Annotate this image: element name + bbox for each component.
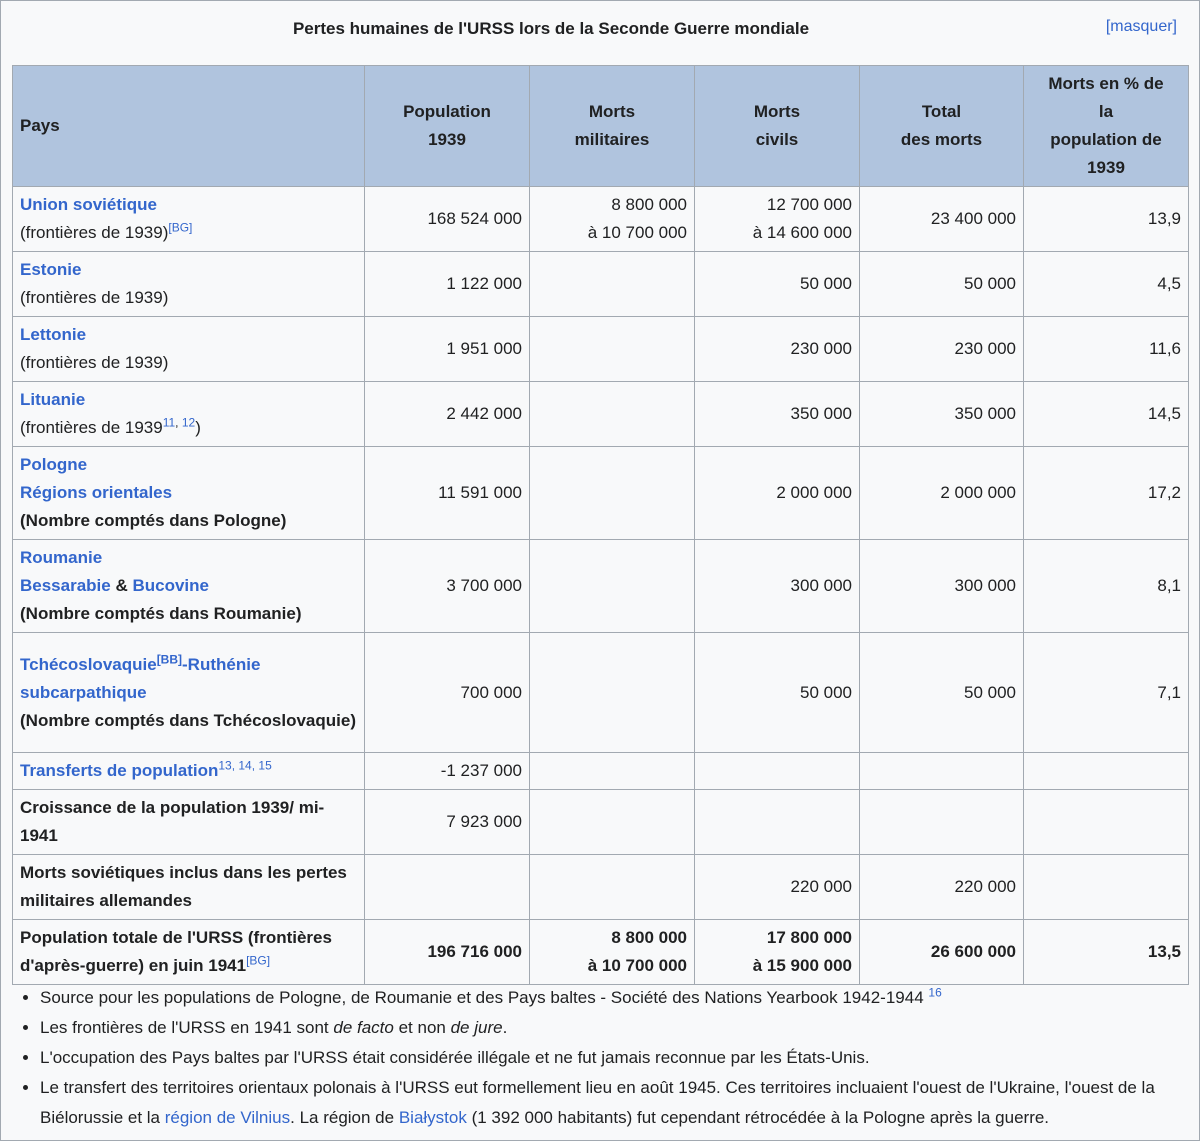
region-link[interactable]: Régions orientales xyxy=(20,483,173,502)
population-cell: 3 700 000 xyxy=(365,540,530,633)
total-deaths-cell: 2 000 000 xyxy=(860,447,1024,540)
row-label: Croissance de la population 1939/ mi-1941 xyxy=(13,790,365,855)
list-item: • L'occupation des Pays baltes par l'URSS était considérée illégale et ne fut jamais reconnue par les États-Unis. xyxy=(40,1043,1200,1073)
civil-deaths-cell: 17 800 000 à 15 900 000 xyxy=(695,920,860,985)
population-cell: 168 524 000 xyxy=(365,187,530,252)
footnote-link[interactable]: 11 xyxy=(162,415,176,430)
footnote-link[interactable]: [BB] xyxy=(156,651,183,666)
country-link[interactable]: Union soviétique xyxy=(20,195,157,214)
civil-deaths-cell: 220 000 xyxy=(695,855,860,920)
col-header-pays: Pays xyxy=(13,66,365,187)
col-header-percent: Morts en % de la population de 1939 xyxy=(1024,66,1189,187)
footnote-link[interactable]: 16 xyxy=(928,985,942,1000)
population-cell xyxy=(365,855,530,920)
military-deaths-cell xyxy=(530,753,695,790)
population-cell: 1 122 000 xyxy=(365,252,530,317)
percent-cell: 17,2 xyxy=(1024,447,1189,540)
transfers-link[interactable]: Transferts de population xyxy=(20,761,219,780)
population-cell: 196 716 000 xyxy=(365,920,530,985)
table-row xyxy=(13,855,1189,920)
total-deaths-cell xyxy=(860,753,1024,790)
total-deaths-cell xyxy=(860,790,1024,855)
row-label: Lettonie (frontières de 1939) xyxy=(13,317,365,382)
row-label xyxy=(13,753,365,790)
civil-deaths-cell: 50 000 xyxy=(695,252,860,317)
table-row xyxy=(13,317,1189,382)
military-deaths-cell: 8 800 000 à 10 700 000 xyxy=(530,187,695,252)
total-deaths-cell: 26 600 000 xyxy=(860,920,1024,985)
row-label: Roumanie Bessarabie & Bucovine (Nombre comptés dans Roumanie) xyxy=(13,540,365,633)
civil-deaths-cell: 2 000 000 xyxy=(695,447,860,540)
population-cell: 7 923 000 xyxy=(365,790,530,855)
civil-deaths-cell: 50 000 xyxy=(695,633,860,753)
percent-cell xyxy=(1024,855,1189,920)
row-label: Lituanie (frontières de 1939$^{11, 12}$) xyxy=(13,382,365,447)
civil-deaths-cell: 12 700 000 à 14 600 000 xyxy=(695,187,860,252)
col-header-population: Population 1939 xyxy=(365,66,530,187)
military-deaths-cell xyxy=(530,855,695,920)
total-deaths-cell: 50 000 xyxy=(860,633,1024,753)
table-row xyxy=(13,540,1189,633)
table-row xyxy=(13,790,1189,855)
country-link[interactable]: Lettonie xyxy=(20,325,87,344)
civil-deaths-cell xyxy=(695,753,860,790)
footnote-link[interactable]: [BG] xyxy=(168,220,193,235)
table-row xyxy=(13,633,1189,753)
row-label: Tchécoslovaquie[BB]-Ruthénie subcarpathique (Nombre comptés dans Tchécoslovaquie) xyxy=(13,633,365,753)
civil-deaths-cell: 350 000 xyxy=(695,382,860,447)
population-cell: 700 000 xyxy=(365,633,530,753)
country-link[interactable]: Estonie xyxy=(20,260,82,279)
military-deaths-cell xyxy=(530,382,695,447)
footnote-link[interactable]: [BG] xyxy=(246,953,271,968)
list-item: • Le transfert des territoires orientaux polonais à l'URSS eut formellement lieu en août 1945. Ces territoires incluaient l'ouest de l'Ukraine, l'ouest de la Biélorussie et la région de Vilnius. La région de Białystok (1 392 000 habitants) fut cependant rétrocédée à la Pologne après la guerre. xyxy=(40,1073,1200,1133)
population-cell: 11 591 000 xyxy=(365,447,530,540)
row-label: Morts soviétiques inclus dans les pertes militaires allemandes xyxy=(13,855,365,920)
military-deaths-cell xyxy=(530,633,695,753)
region-link[interactable]: Bucovine xyxy=(132,576,209,595)
country-link[interactable]: Pologne xyxy=(20,455,88,474)
row-label: Union soviétique (frontières de 1939)[BG] xyxy=(13,187,365,252)
row-label: Population totale de l'URSS (frontières d'après-guerre) en juin 1941[BG] xyxy=(13,920,365,985)
list-item: • Source pour les populations de Pologne, de Roumanie et des Pays baltes - Société des Nations Yearbook 1942-1944 $^{16}$ xyxy=(40,983,1200,1013)
percent-cell: 4,5 xyxy=(1024,252,1189,317)
percent-cell: 11,6 xyxy=(1024,317,1189,382)
total-deaths-cell: 300 000 xyxy=(860,540,1024,633)
civil-deaths-cell: 230 000 xyxy=(695,317,860,382)
military-deaths-cell xyxy=(530,317,695,382)
table-row xyxy=(13,187,1189,252)
table-row xyxy=(13,447,1189,540)
military-deaths-cell: 8 800 000 à 10 700 000 xyxy=(530,920,695,985)
percent-cell: 13,9 xyxy=(1024,187,1189,252)
total-deaths-cell: 220 000 xyxy=(860,855,1024,920)
military-deaths-cell xyxy=(530,790,695,855)
vilnius-region-link[interactable]: région de Vilnius xyxy=(164,1108,291,1127)
table-row-total xyxy=(13,920,1189,985)
col-header-military-deaths: Morts militaires xyxy=(530,66,695,187)
percent-cell xyxy=(1024,790,1189,855)
table-row xyxy=(13,252,1189,317)
table-row xyxy=(13,382,1189,447)
military-deaths-cell xyxy=(530,252,695,317)
header-row xyxy=(13,66,1189,187)
footnote-link[interactable]: 12 xyxy=(181,415,196,430)
region-link[interactable]: -Ruthénie subcarpathique xyxy=(20,654,261,702)
table-row xyxy=(13,753,1189,790)
country-link[interactable]: Lituanie xyxy=(20,390,86,409)
country-link[interactable]: Roumanie xyxy=(20,548,103,567)
percent-cell: 13,5 xyxy=(1024,920,1189,985)
row-label: Pologne Régions orientales (Nombre comptés dans Pologne) xyxy=(13,447,365,540)
percent-cell xyxy=(1024,753,1189,790)
col-header-civil-deaths: Morts civils xyxy=(695,66,860,187)
population-cell: 2 442 000 xyxy=(365,382,530,447)
military-deaths-cell xyxy=(530,540,695,633)
total-deaths-cell: 230 000 xyxy=(860,317,1024,382)
losses-table xyxy=(12,65,1189,985)
table-caption: Pertes humaines de l'URSS lors de la Seconde Guerre mondiale xyxy=(292,19,810,38)
percent-cell: 8,1 xyxy=(1024,540,1189,633)
notes-list xyxy=(18,983,1200,1133)
percent-cell: 14,5 xyxy=(1024,382,1189,447)
list-item: • Les frontières de l'URSS en 1941 sont de facto et non de jure. xyxy=(40,1013,1200,1043)
region-link[interactable]: Bessarabie xyxy=(20,576,111,595)
total-deaths-cell: 50 000 xyxy=(860,252,1024,317)
hide-toggle-link[interactable]: [masquer] xyxy=(1105,18,1177,35)
military-deaths-cell xyxy=(530,447,695,540)
total-deaths-cell: 23 400 000 xyxy=(860,187,1024,252)
population-cell: 1 951 000 xyxy=(365,317,530,382)
population-cell: -1 237 000 xyxy=(365,753,530,790)
col-header-total-deaths: Total des morts xyxy=(860,66,1024,187)
percent-cell: 7,1 xyxy=(1024,633,1189,753)
country-link[interactable]: Tchécoslovaquie xyxy=(20,654,157,674)
civil-deaths-cell xyxy=(695,790,860,855)
civil-deaths-cell: 300 000 xyxy=(695,540,860,633)
row-label: Estonie (frontières de 1939) xyxy=(13,252,365,317)
total-deaths-cell: 350 000 xyxy=(860,382,1024,447)
footnote-link[interactable]: 13, 14, 15 xyxy=(218,758,272,773)
bialystok-link[interactable]: Białystok xyxy=(398,1108,467,1127)
